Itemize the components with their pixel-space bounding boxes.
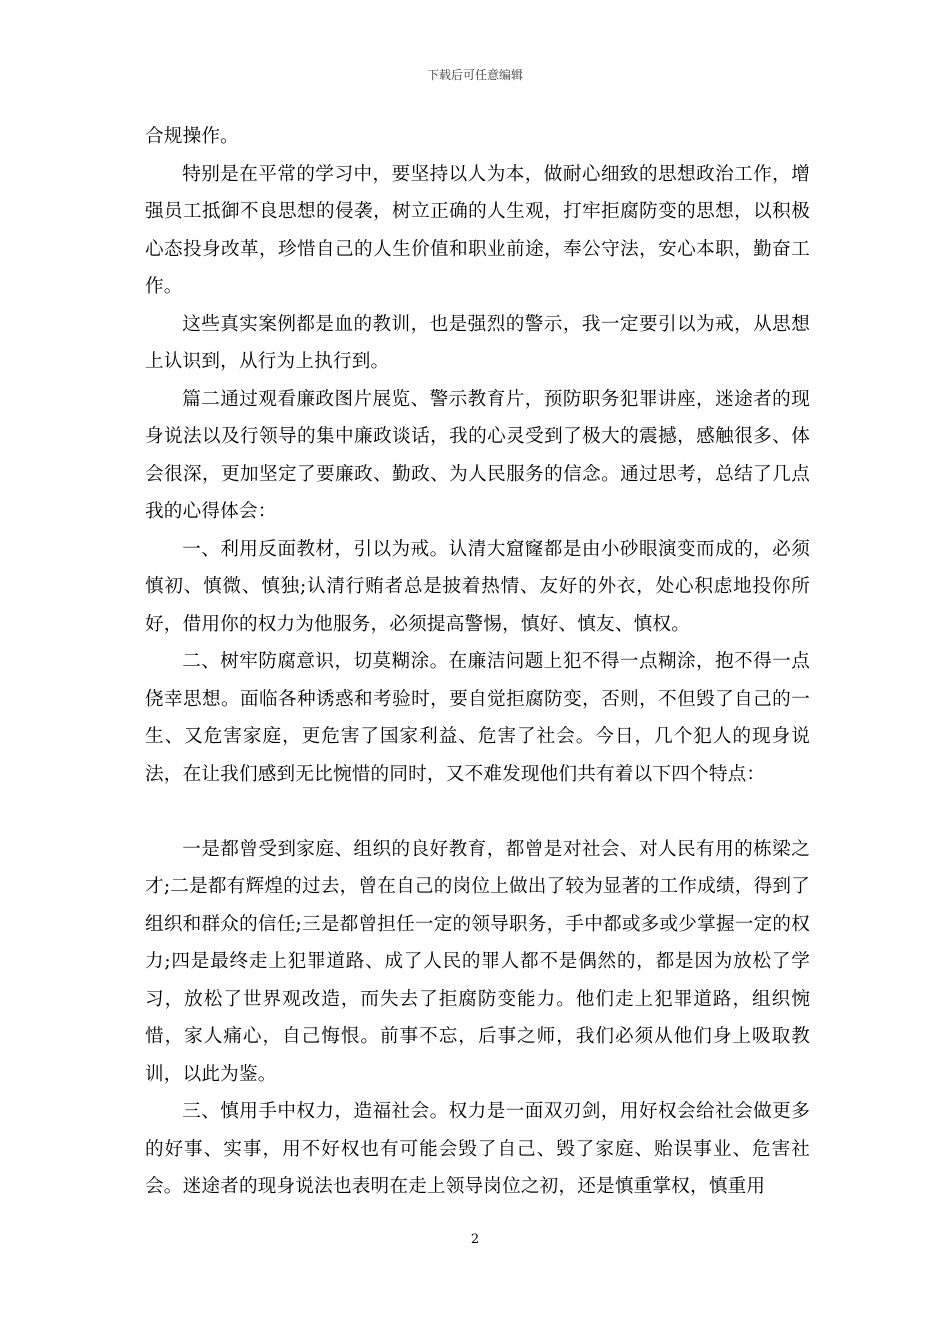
paragraph-gap <box>145 793 810 831</box>
page-header-note: 下载后可任意编辑 <box>426 68 523 82</box>
paragraph-part-two-intro: 篇二通过观看廉政图片展览、警示教育片，预防职务犯罪讲座，迷途者的现身说法以及行领导的集中廉政谈话，我的心灵受到了极大的震撼，感触很多、体会很深，更加坚定了要廉政、勤政、为人民服务的信念。通过思考，总结了几点我的心得体会： <box>145 388 810 522</box>
paragraph-lessons: 这些真实案例都是血的教训，也是强烈的警示，我一定要引以为戒，从思想上认识到，从行为上执行到。 <box>145 313 810 372</box>
paragraph-study: 特别是在平常的学习中，要坚持以人为本，做耐心细致的思想政治工作，增强员工抵御不良思想的侵袭，树立正确的人生观，打牢拒腐防变的思想，以积极心态投身改革，珍惜自己的人生价值和职业前途，奉公守法，安心本职，勤奋工作。 <box>145 163 810 297</box>
page-number: 2 <box>470 1232 480 1247</box>
paragraph-continuation: 合规操作。 <box>145 126 239 147</box>
paragraph-four-traits: 一是都曾受到家庭、组织的良好教育，都曾是对社会、对人民有用的栋梁之才;二是都有辉煌的过去，曾在自己的岗位上做出了较为显著的工作成绩，得到了组织和群众的信任;三是都曾担任一定的领导职务，手中都或多或少掌握一定的权力;四是最终走上犯罪道路、成了人民的罪人都不是偶然的，都是因为放松了学习，放松了世界观改造，而失去了拒腐防变能力。他们走上犯罪道路，组织惋惜，家人痛心，自己悔恨。前事不忘，后事之师，我们必须从他们身上吸取教训，以此为鉴。 <box>145 838 810 1085</box>
document-body <box>145 118 810 1206</box>
paragraph-point-one: 一、利用反面教材，引以为戒。认清大窟窿都是由小砂眼演变而成的，必须慎初、慎微、慎独;认清行贿者总是披着热情、友好的外衣，处心积虑地投你所好，借用你的权力为他服务，必须提高警惕，慎好、慎友、慎权。 <box>145 538 810 635</box>
paragraph-point-two: 二、树牢防腐意识，切莫糊涂。在廉洁问题上犯不得一点糊涂，抱不得一点侥幸思想。面临各种诱惑和考验时，要自觉拒腐防变，否则，不但毁了自己的一生、又危害家庭，更危害了国家利益、危害了社会。今日，几个犯人的现身说法，在让我们感到无比惋惜的同时，又不难发现他们共有着以下四个特点： <box>145 651 810 785</box>
paragraph-point-three: 三、慎用手中权力，造福社会。权力是一面双刃剑，用好权会给社会做更多的好事、实事，用不好权也有可能会毁了自己、毁了家庭、贻误事业、危害社会。迷途者的现身说法也表明在走上领导岗位之初，还是慎重掌权，慎重用 <box>145 1101 810 1197</box>
